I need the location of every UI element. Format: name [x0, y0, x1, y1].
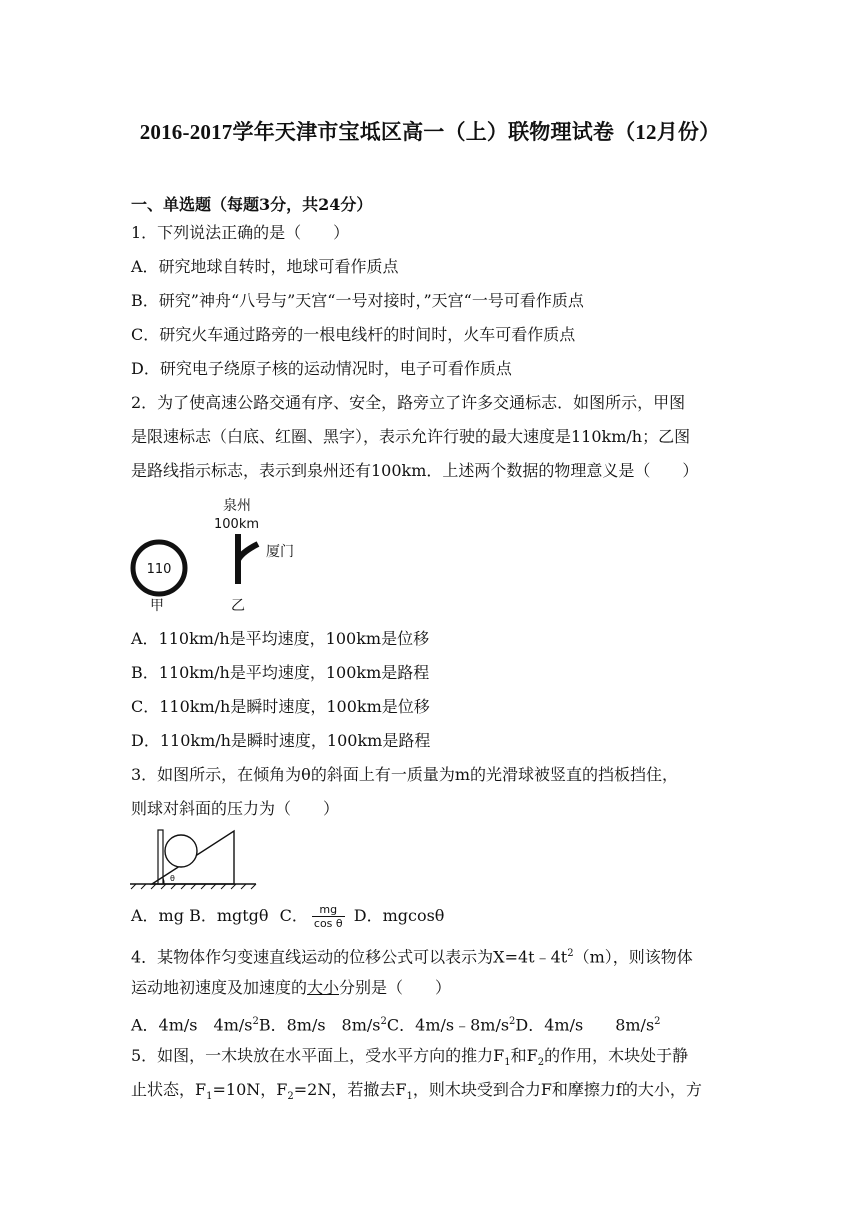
q4-exponent: 2 [567, 948, 574, 959]
q4-stem-line1 [131, 943, 736, 968]
q4-option-a-exp: 2 [252, 1016, 259, 1027]
q3-option-c-fraction [312, 903, 345, 930]
q3-stem-line1: 3．如图所示，在倾角为θ的斜面上有一质量为m的光滑球被竖直的挡板挡住， [131, 765, 678, 784]
q5-text-f: =2N，若撤去F [293, 1080, 407, 1099]
q2-stem-line3: 是路线指示标志，表示到泉州还有100km．上述两个数据的物理意义是（ ） [131, 461, 699, 480]
q3-options [131, 903, 736, 930]
q4-stem-text: 4．某物体作匀变速直线运动的位移公式可以表示为X=4t﹣4t [131, 947, 568, 967]
ball-icon [165, 835, 197, 867]
q5-sub-5: 1 [406, 1091, 413, 1103]
route-branch-label: 厦门 [266, 544, 294, 560]
q4-option-a: A．4m/s 4m/s [131, 1015, 253, 1035]
q5-text-c: 的作用，木块处于静 [544, 1046, 689, 1065]
q5-stem-line2 [131, 1079, 736, 1108]
q3-option-c: C． [279, 906, 308, 925]
q4-stem-line2 [131, 977, 736, 999]
q3-incline-figure [130, 826, 258, 890]
fraction-numerator: mg [312, 903, 345, 917]
q4-stem-text2: 运动地初速度及加速度的 [131, 978, 308, 997]
q4-underlined-word: 大小 [307, 978, 340, 997]
q2-traffic-signs-figure [128, 494, 303, 616]
q2-option-c: C．110km/h是瞬时速度，100km是位移 [131, 697, 430, 716]
q4-option-c: C．4m/s﹣8m/s [386, 1015, 510, 1035]
sign-label-yi: 乙 [231, 598, 245, 614]
q5-stem-line1 [131, 1045, 736, 1074]
q3-option-a: A．mg [131, 906, 184, 925]
q5-text-d: 止状态，F [131, 1080, 207, 1099]
q4-option-c-exp: 2 [509, 1016, 516, 1027]
q4-option-d: D．4m/s 8m/s [515, 1015, 655, 1035]
q5-sub-2: 2 [537, 1057, 545, 1069]
sign-label-jia: 甲 [150, 598, 164, 614]
speed-limit-value: 110 [146, 562, 172, 577]
q4-options [131, 1011, 736, 1036]
fraction-denominator: cos θ [313, 917, 343, 930]
q4-option-b-exp: 2 [380, 1016, 387, 1027]
q4-option-d-exp: 2 [654, 1016, 661, 1027]
q2-option-b: B．110km/h是平均速度，100km是路程 [131, 663, 430, 682]
q2-stem-line1: 2．为了使高速公路交通有序、安全，路旁立了许多交通标志．如图所示，甲图 [131, 393, 686, 412]
q2-stem-line2: 是限速标志（白底、红圈、黑字），表示允许行驶的最大速度是110km/h；乙图 [131, 427, 691, 446]
q1-option-c: C．研究火车通过路旁的一根电线杆的时间时，火车可看作质点 [131, 325, 576, 344]
q2-option-d: D．110km/h是瞬时速度，100km是路程 [131, 731, 431, 750]
q1-option-b: B．研究”神舟“八号与”天宫“一号对接时，”天宫“一号可看作质点 [131, 291, 584, 310]
page-title: 2016-2017学年天津市宝坻区高一（上）联物理试卷（12月份） [139, 120, 721, 144]
q1-stem: 1．下列说法正确的是（ ） [131, 223, 350, 242]
q5-sub-3: 1 [206, 1091, 213, 1103]
q4-option-b: B．8m/s 8m/s [258, 1015, 381, 1035]
q4-stem-text-cont: （m），则该物体 [573, 947, 693, 967]
q1-option-d: D．研究电子绕原子核的运动情况时，电子可看作质点 [131, 359, 512, 378]
section-heading: 一、单选题（每题3分，共24分） [131, 195, 373, 214]
q5-text-a: 5．如图，一木块放在水平面上，受水平方向的推力F [131, 1046, 505, 1065]
q5-text-g: ，则木块受到合力F和摩擦力f的大小，方 [412, 1080, 702, 1099]
q5-text-b: 和F [510, 1046, 538, 1065]
q3-option-d: D．mgcosθ [353, 906, 445, 925]
q2-option-a: A．110km/h是平均速度，100km是位移 [131, 629, 430, 648]
baffle-plate-icon [158, 830, 163, 884]
q5-sub-4: 2 [287, 1091, 294, 1103]
q3-stem-line2: 则球对斜面的压力为（ ） [131, 799, 340, 818]
incline-angle-label: θ [170, 874, 175, 883]
route-arrow-icon [238, 534, 258, 584]
route-city-label: 泉州 [223, 498, 251, 514]
q1-option-a: A．研究地球自转时，地球可看作质点 [131, 257, 399, 276]
route-distance-label: 100km [214, 517, 260, 532]
q5-text-e: =10N，F [212, 1080, 288, 1099]
q3-option-b: B．mgtgθ [189, 906, 269, 925]
q4-stem-text2-cont: 分别是（ ） [339, 978, 452, 997]
q5-sub-1: 1 [504, 1057, 511, 1069]
